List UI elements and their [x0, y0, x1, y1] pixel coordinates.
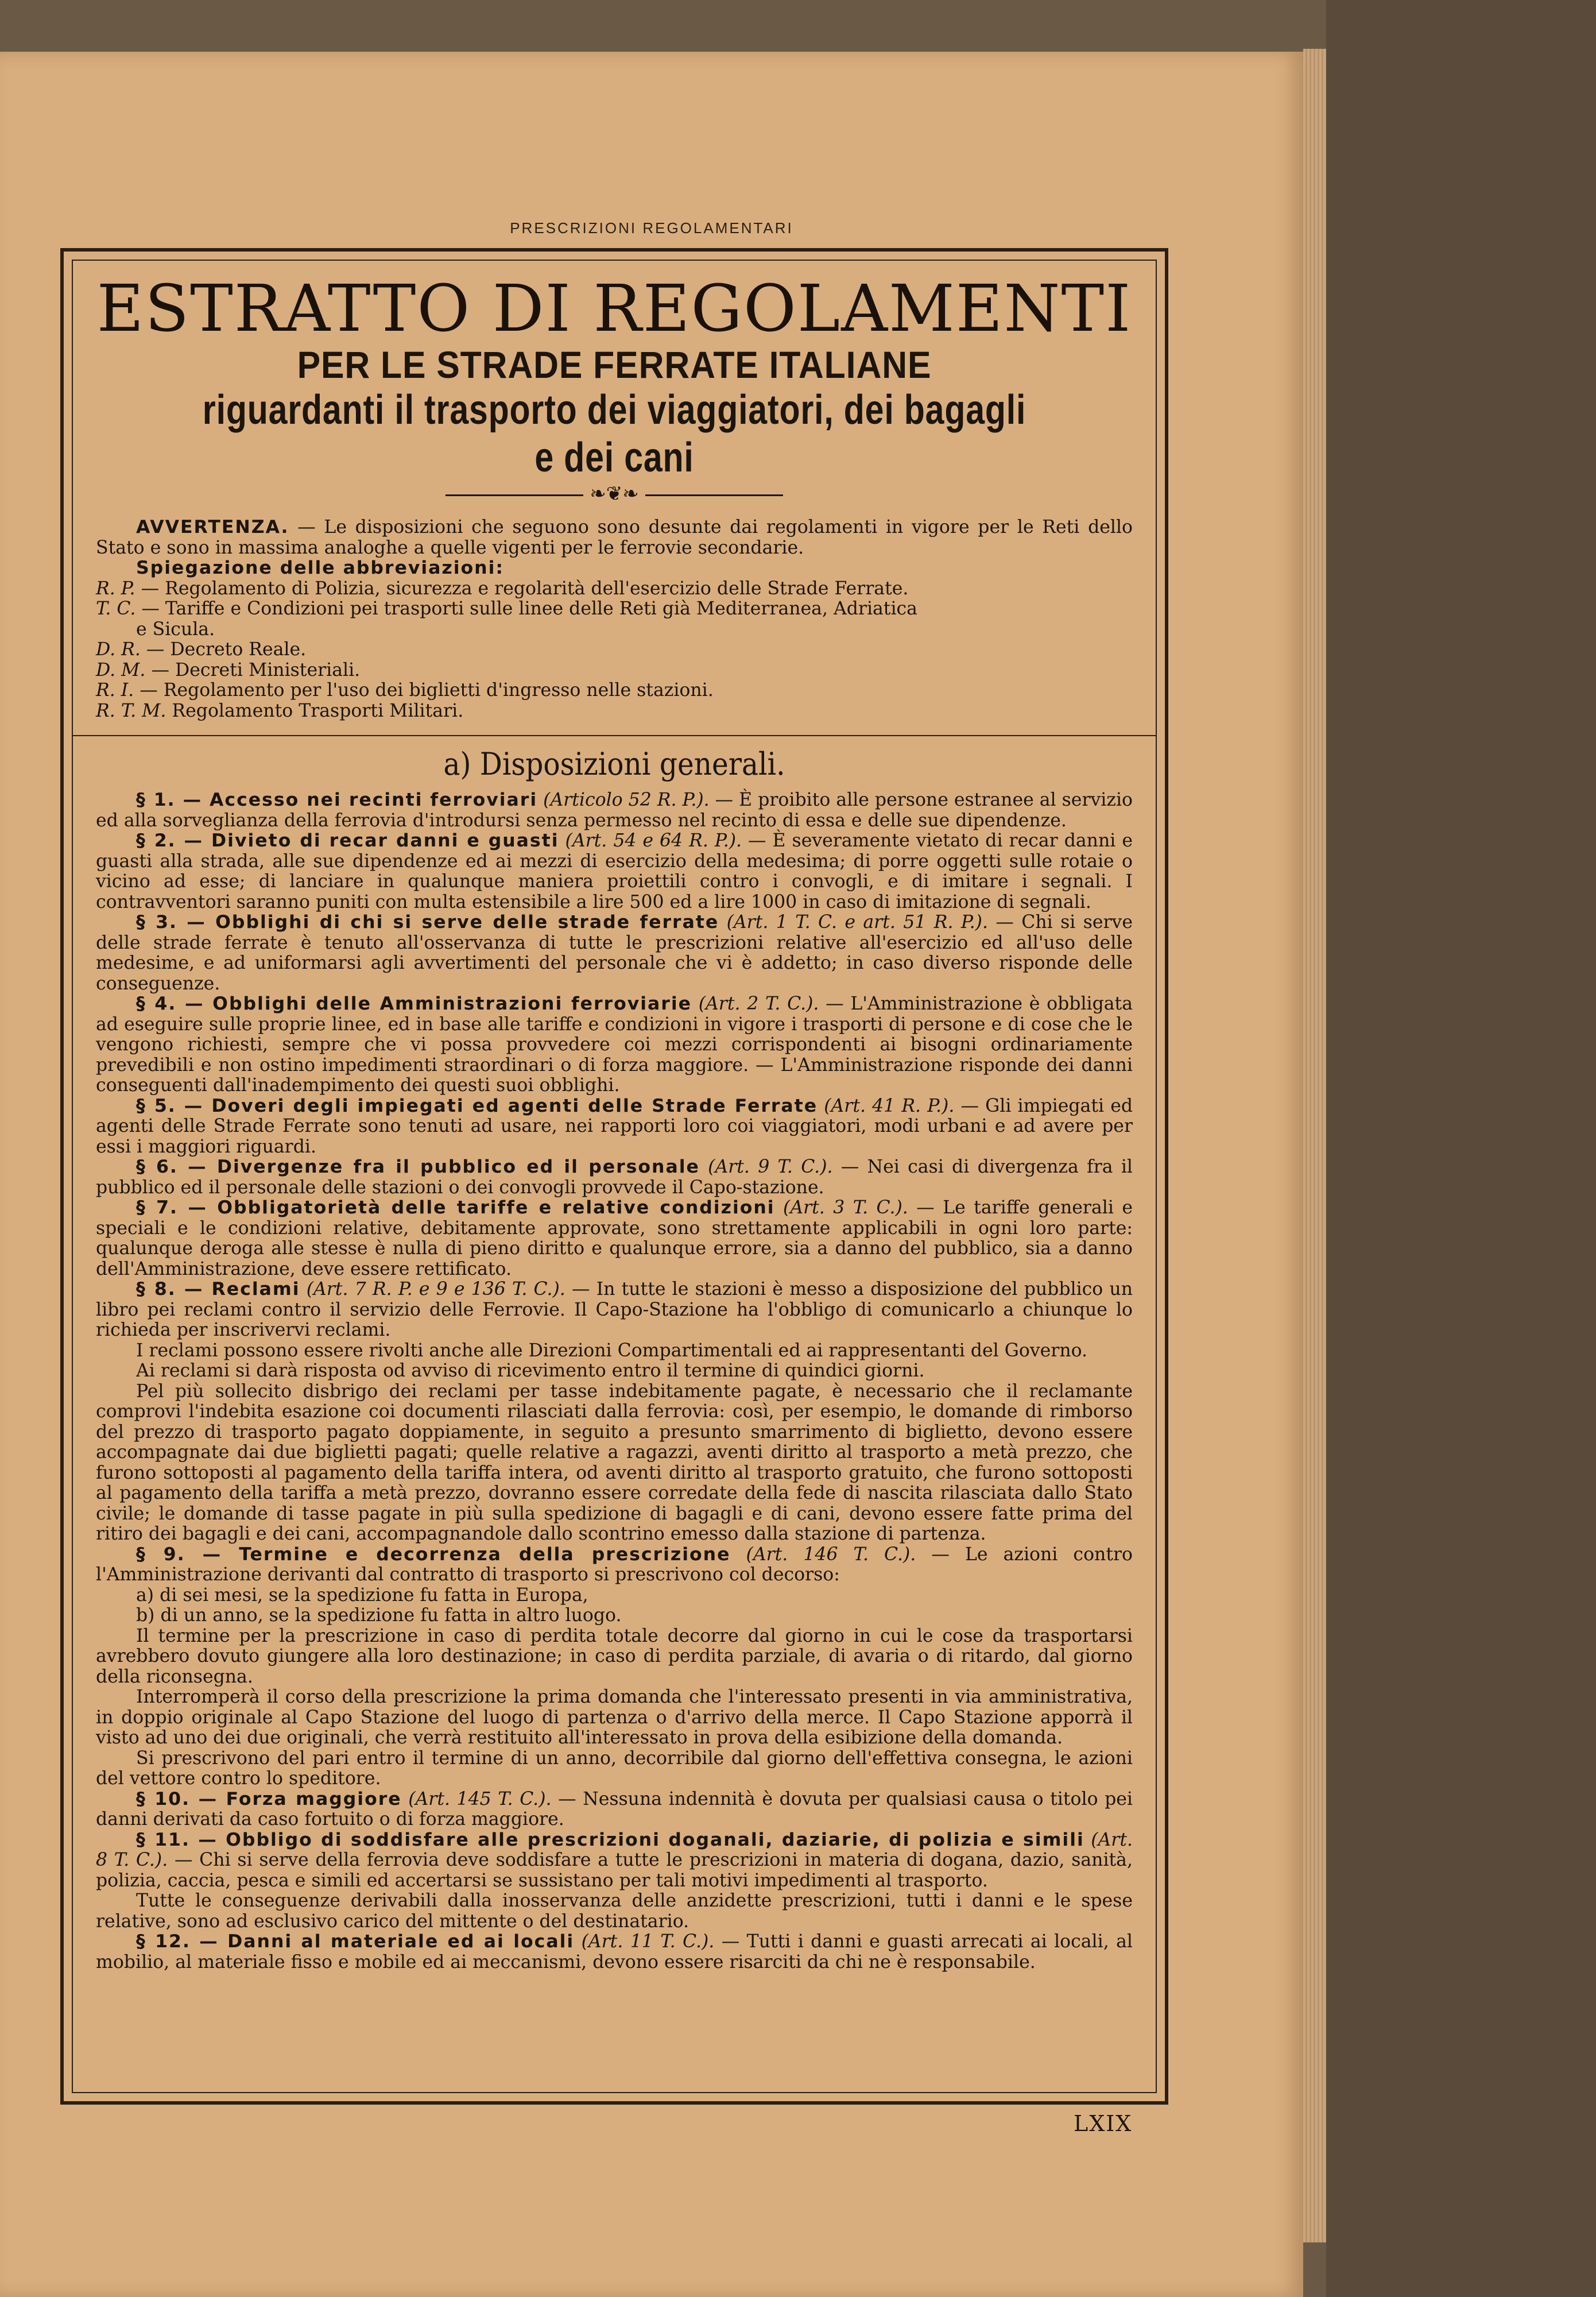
body-paragraph	[96, 1361, 1133, 1382]
body-paragraph	[96, 1157, 1133, 1198]
paragraph-text: Si prescrivono del pari entro il termine di un anno, decorribile dal giorno dell'effettiva consegna, le azioni del vettore contro lo speditore.	[96, 1747, 1133, 1789]
paragraph-heading: § 7. — Obbligatorietà delle tariffe e relative condizioni	[136, 1197, 775, 1219]
paragraph-heading: § 10. — Forza maggiore	[136, 1788, 402, 1809]
paragraph-heading: § 11. — Obbligo di soddisfare alle prescrizioni doganali, daziarie, di polizia e simili	[136, 1829, 1084, 1850]
abbreviation-row	[96, 620, 1133, 640]
paragraphs-block	[96, 790, 1133, 1973]
body-paragraph	[96, 831, 1133, 912]
body-paragraph	[96, 1586, 1133, 1606]
paragraph-text: — È proibito alle persone estranee al servizio ed alla sorveglianza della ferrovia d'introdursi senza permesso nel recinto di essa e delle sue dipendenze.	[96, 790, 1133, 831]
ornament-divider	[96, 484, 1133, 504]
article-reference: (Art. 54 e 64 R. P.).	[559, 830, 742, 852]
abbreviation-row	[96, 599, 1133, 620]
abbreviation-code: D. R.	[96, 639, 141, 660]
article-reference: (Art. 7 R. P. e 9 e 136 T. C.).	[300, 1279, 565, 1300]
abbreviation-row	[96, 640, 1133, 660]
abbreviation-list	[96, 579, 1133, 722]
body-paragraph	[96, 1749, 1133, 1789]
article-reference: (Art. 146 T. C.).	[730, 1544, 916, 1565]
abbreviation-code: R. T. M.	[96, 700, 166, 721]
paragraph-text: — Le azioni contro l'Amministrazione derivanti dal contratto di trasporto si prescrivono col decorso:	[96, 1544, 1133, 1586]
avvertenza-label: AVVERTENZA.	[136, 517, 289, 538]
paragraph-text: Pel più sollecito disbrigo dei reclami per tasse indebitamente pagate, è necessario che il reclamante comprovi l'indebita esazione coi documenti rilasciati dalla ferrovia: così, per esempio, le domande di rimborso del prezzo di trasporto pagato doppiamente, in seguito a presunto smarrimento di biglietto, devono essere accompagnate dai due biglietti pagati; quelle relative a ragazzi, aventi diritto al trasporto a metà prezzo, che furono sottoposti al pagamento della tariffa intera, od aventi diritto al trasporto gratuito, che furono sottoposti al pagamento della tariffa a metà prezzo, dovranno essere corredate della fede di nascita rilasciata dallo Stato civile; le domande di tasse pagate in più sulla spedizione di bagagli e di cani, devono essere fatte prima del ritiro dei bagagli e dei cani, accompagnandole dallo scontrino emesso dalla stazione di partenza.	[96, 1380, 1133, 1545]
paragraph-text: — L'Amministrazione è obbligata ad eseguire sulle proprie linee, ed in base alle tariffe e condizioni in vigore i trasporti di persone e di cose che le vengono richiesti, sempre che vi possa provvedere coi mezzi corrispondenti ai bisogni ordinariamente prevedibili e non ostino impedimenti straordinari o di forza maggiore. — L'Amministrazione risponde dei danni conseguenti dall'inadempimento dei questi suoi obblighi.	[96, 993, 1133, 1096]
body-paragraph	[96, 1891, 1133, 1932]
paragraph-heading: § 12. — Danni al materiale ed ai locali	[136, 1931, 575, 1952]
paragraph-text: a) di sei mesi, se la spedizione fu fatta in Europa,	[136, 1584, 588, 1606]
paragraph-text: b) di un anno, se la spedizione fu fatta in altro luogo.	[136, 1605, 622, 1626]
ornament-glyph: ❧❦❧	[590, 482, 639, 506]
article-reference: (Art. 145 T. C.).	[401, 1788, 552, 1809]
article-reference: (Art. 3 T. C.).	[774, 1197, 908, 1219]
abbreviation-row	[96, 701, 1133, 722]
body-paragraph	[96, 1830, 1133, 1892]
section-rule	[73, 735, 1156, 736]
abbreviation-text: — Tariffe e Condizioni pei trasporti sulle linee delle Reti già Mediterranea, Adriatica	[135, 598, 917, 620]
paragraph-text: Ai reclami si darà risposta od avviso di ricevimento entro il termine di quindici giorni.	[136, 1360, 925, 1382]
paragraph-heading: § 3. — Obblighi di chi si serve delle strade ferrate	[136, 912, 719, 933]
body-paragraph	[96, 1789, 1133, 1830]
abbreviation-text: Regolamento Trasporti Militari.	[166, 700, 464, 721]
body-paragraph	[96, 912, 1133, 994]
article-reference: (Articolo 52 R. P.).	[537, 790, 710, 811]
subtitle-2: riguardanti il trasporto dei viaggiatori, dei bagagli e dei cani	[202, 387, 1026, 481]
body-paragraph	[96, 1341, 1133, 1362]
body-paragraph	[96, 790, 1133, 831]
abbreviation-text: — Regolamento per l'uso dei biglietti d'ingresso nelle stazioni.	[134, 680, 714, 701]
paragraph-heading: § 6. — Divergenze fra il pubblico ed il personale	[136, 1157, 700, 1178]
avvertenza-paragraph	[96, 517, 1133, 558]
article-reference: (Art. 8 T. C.).	[96, 1829, 1133, 1871]
main-title: ESTRATTO DI REGOLAMENTI	[96, 272, 1132, 346]
article-reference: (Art. 2 T. C.).	[692, 993, 819, 1015]
body-paragraph	[96, 1279, 1133, 1341]
abbreviation-text: — Decreto Reale.	[140, 639, 307, 660]
paragraph-text: — Le tariffe generali e speciali e le condizioni relative, debitamente approvate, sono strettamente applicabili in ogni loro parte: qualunque deroga alle stesse è nulla di pieno diritto e qualunque errore, sia a danno del pubblico, sia a danno dell'Amministrazione, deve essere rettificato.	[96, 1197, 1133, 1279]
article-reference: (Art. 41 R. P.).	[818, 1095, 955, 1116]
abbreviation-text: — Regolamento di Polizia, sicurezza e regolarità dell'esercizio delle Strade Ferrate.	[135, 578, 909, 599]
paragraph-text: — Nei casi di divergenza fra il pubblico ed il personale delle stazioni o dei convogli provvede il Capo-stazione.	[96, 1157, 1133, 1198]
paragraph-text: — Chi si serve della ferrovia deve soddisfare a tutte le prescrizioni in materia di dogana, dazio, sanità, polizia, caccia, pesca e simili ed accertarsi se sussistano per tali motivi impedimenti al trasporto.	[96, 1850, 1133, 1891]
paragraph-heading: § 8. — Reclami	[136, 1279, 300, 1300]
paragraph-heading: § 4. — Obblighi delle Amministrazioni ferroviarie	[136, 993, 692, 1015]
page-number: LXIX	[1074, 2111, 1133, 2136]
section-title: a) Disposizioni generali.	[443, 746, 785, 783]
article-reference: (Art. 1 T. C. e art. 51 R. P.).	[719, 912, 988, 933]
paragraph-heading: § 9. — Termine e decorrenza della prescrizione	[136, 1544, 731, 1565]
body-paragraph	[96, 1606, 1133, 1626]
paragraph-heading: § 5. — Doveri degli impiegati ed agenti delle Strade Ferrate	[136, 1095, 818, 1116]
abbreviation-row	[96, 579, 1133, 600]
page-edges	[1303, 49, 1326, 2242]
body-paragraph	[96, 1198, 1133, 1279]
subtitle: PER LE STRADE FERRATE ITALIANE	[297, 343, 932, 386]
article-reference: (Art. 9 T. C.).	[699, 1157, 833, 1178]
body-paragraph	[96, 1382, 1133, 1545]
avvertenza-text: — Le disposizioni che seguono sono desunte dai regolamenti in vigore per le Reti dello Stato e sono in massima analoghe a quelle vigenti per le ferrovie secondarie.	[96, 517, 1133, 558]
notice-block	[96, 517, 1133, 721]
body-paragraph	[96, 1932, 1133, 1973]
abbr-heading-row	[96, 558, 1133, 579]
body-paragraph	[96, 1626, 1133, 1688]
paragraph-text: Tutte le conseguenze derivabili dalla inosservanza delle anzidette prescrizioni, tutti i danni e le spese relative, sono ad esclusivo carico del mittente o del destinatario.	[96, 1890, 1133, 1932]
body-paragraph	[96, 1687, 1133, 1749]
abbreviation-row	[96, 680, 1133, 701]
background-dark-area	[1326, 0, 1596, 2297]
paragraph-text: — Tutti i danni e guasti arrecati ai locali, al mobilio, al materiale fisso e mobile ed ai meccanismi, devono essere risarciti da chi ne è responsabile.	[96, 1931, 1133, 1973]
abbreviation-code: D. M.	[96, 659, 146, 680]
running-head: PRESCRIZIONI REGOLAMENTARI	[510, 219, 793, 237]
abbreviation-code: R. P.	[96, 578, 135, 599]
paragraph-text: Il termine per la prescrizione in caso di perdita totale decorre dal giorno in cui le cose da trasportarsi avrebbero dovuto giungere alla loro destinazione; in caso di perdita parziale, di avaria o di ritardo, dal giorno della riconsegna.	[96, 1625, 1133, 1687]
inner-frame	[72, 260, 1157, 2093]
ornament-line-left	[446, 494, 583, 496]
paragraph-text: — Nessuna indennità è dovuta per qualsiasi causa o titolo pei danni derivati da caso fortuito o di forza maggiore.	[96, 1788, 1133, 1830]
body-paragraph	[96, 1545, 1133, 1586]
paragraph-text: — È severamente vietato di recar danni e guasti alla strada, alle sue dipendenze ed ai mezzi di esercizio della medesima; di porre oggetti sulle rotaie o vicino ad esse; di lanciare in qualunque maniera proiettili contro i convogli, e di imitare i segnali. I contravventori saranno puniti con multa estensibile a lire 500 ed a lire 1000 in caso di imitazione di segnali.	[96, 830, 1133, 912]
paragraph-text: I reclami possono essere rivolti anche alle Direzioni Compartimentali ed ai rappresentanti del Governo.	[136, 1340, 1088, 1361]
paragraph-text: — Gli impiegati ed agenti delle Strade Ferrate sono tenuti ad usare, nei rapporti loro coi viaggiatori, modi urbani e ad avere per essi i maggiori riguardi.	[96, 1095, 1133, 1157]
abbreviation-code: T. C.	[96, 598, 136, 620]
abbreviation-text: — Decreti Ministeriali.	[145, 659, 361, 680]
abbreviation-text: e Sicula.	[136, 618, 215, 640]
abbr-heading: Spiegazione delle abbreviazioni:	[136, 558, 504, 579]
paragraph-heading: § 1. — Accesso nei recinti ferroviari	[136, 790, 538, 811]
abbreviation-row	[96, 660, 1133, 681]
body-paragraph	[96, 994, 1133, 1096]
abbreviation-code: R. I.	[96, 680, 134, 701]
paragraph-text: — In tutte le stazioni è messo a disposizione del pubblico un libro pei reclami contro il servizio delle Ferrovie. Il Capo-Stazione ha l'obbligo di comunicarlo a chiunque lo richieda per inscrivervi reclami.	[96, 1279, 1133, 1341]
ornament-line-right	[645, 494, 783, 496]
paragraph-heading: § 2. — Divieto di recar danni e guasti	[136, 830, 559, 852]
body-paragraph	[96, 1096, 1133, 1158]
article-reference: (Art. 11 T. C.).	[574, 1931, 715, 1952]
paragraph-text: Interromperà il corso della prescrizione la prima domanda che l'interessato presenti in via amministrativa, in doppio originale al Capo Stazione del luogo di partenza o d'arrivo della merce. Il Capo Stazione apporrà il visto ad uno dei due originali, che verrà restituito all'interessato in prova della esibizione della domanda.	[96, 1687, 1133, 1749]
paragraph-text: — Chi si serve delle strade ferrate è tenuto all'osservanza di tutte le prescrizioni relative all'esercizio ed all'uso delle medesime, e ad uniformarsi agli avvertimenti del personale che vi è addetto; in caso diverso risponde delle conseguenze.	[96, 912, 1133, 994]
